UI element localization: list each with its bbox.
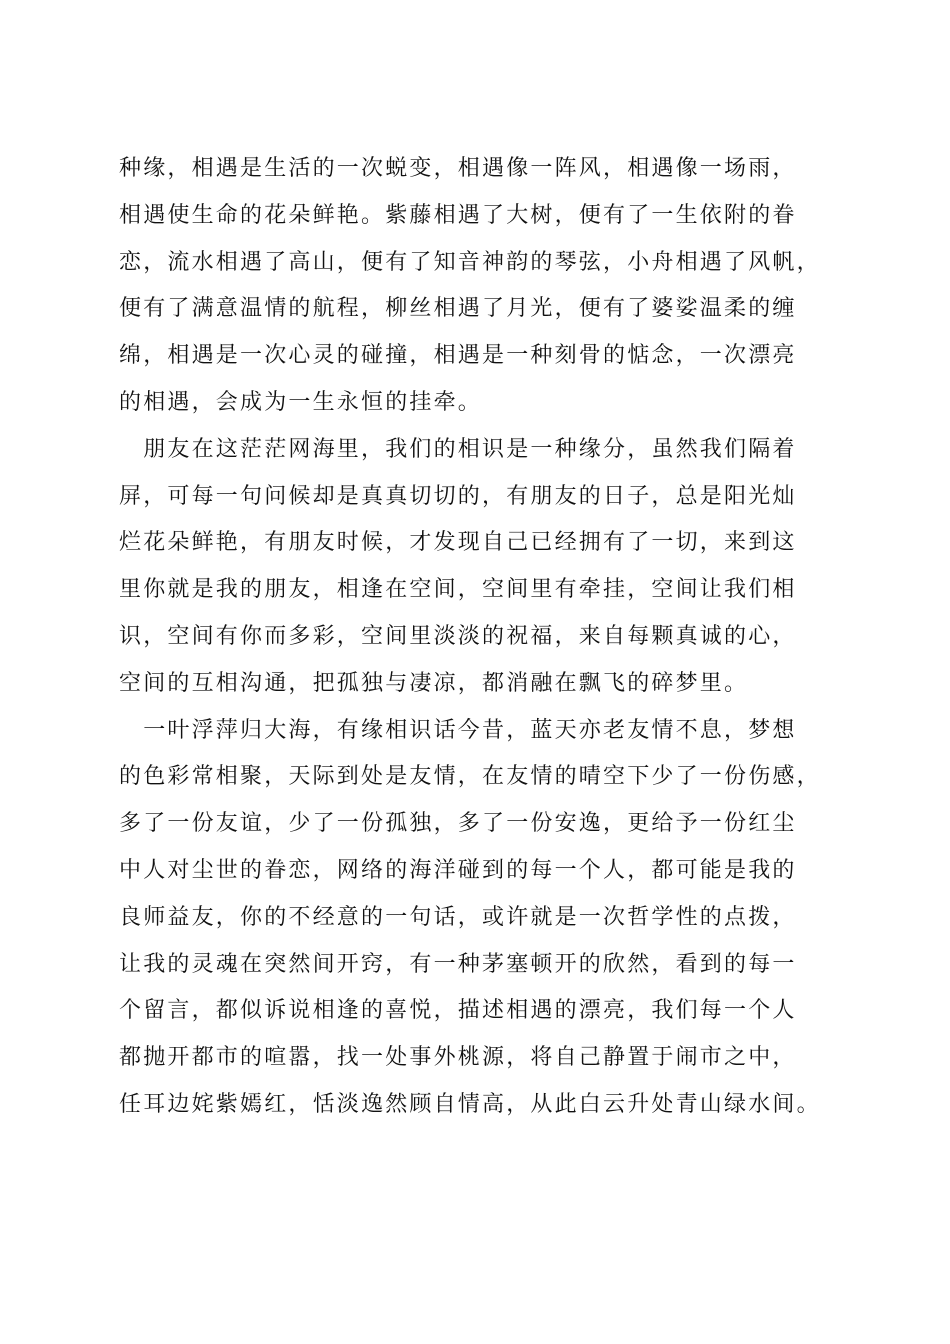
text-line: 恋，流水相遇了高山，便有了知音神韵的琴弦，小舟相遇了风帆， [119,249,821,275]
text-line: 绵，相遇是一次心灵的碰撞，相遇是一种刻骨的惦念，一次漂亮 [119,343,797,369]
text-line: 识，空间有你而多彩，空间里淡淡的祝福，来自每颗真诚的心， [119,623,797,649]
text-line: 空间的互相沟通，把孤独与凄凉，都消融在飘飞的碎梦里。 [119,670,749,696]
text-line: 多了一份友谊，少了一份孤独，多了一份安逸，更给予一份红尘 [119,811,797,837]
text-line: 的相遇，会成为一生永恒的挂牵。 [119,389,483,415]
text-line: 朋友在这茫茫网海里，我们的相识是一种缘分，虽然我们隔着 [119,436,797,462]
text-line: 任耳边姹紫嫣红，恬淡逸然顾自情高，从此白云升处青山绿水间。 [119,1091,821,1117]
text-line: 良师益友，你的不经意的一句话，或许就是一次哲学性的点拨， [119,904,797,930]
text-line: 屏，可每一句问候却是真真切切的，有朋友的日子，总是阳光灿 [119,483,797,509]
document-body [119,146,854,1129]
text-line: 一叶浮萍归大海，有缘相识话今昔，蓝天亦老友情不息，梦想 [119,717,797,743]
text-line: 相遇使生命的花朵鲜艳。紫藤相遇了大树，便有了一生依附的眷 [119,202,797,228]
text-line: 便有了满意温情的航程，柳丝相遇了月光，便有了婆娑温柔的缠 [119,296,797,322]
text-line: 里你就是我的朋友，相逢在空间，空间里有牵挂，空间让我们相 [119,577,797,603]
text-line: 让我的灵魂在突然间开窍，有一种茅塞顿开的欣然，看到的每一 [119,951,797,977]
text-line: 烂花朵鲜艳，有朋友时候，才发现自己已经拥有了一切，来到这 [119,530,797,556]
text-line: 的色彩常相聚，天际到处是友情，在友情的晴空下少了一份伤感， [119,764,821,790]
paragraph [119,146,854,427]
text-line: 种缘，相遇是生活的一次蜕变，相遇像一阵风，相遇像一场雨， [119,156,797,181]
text-line: 个留言，都似诉说相逢的喜悦，描述相遇的漂亮，我们每一个人 [119,998,797,1024]
paragraph [119,427,854,708]
text-line: 中人对尘世的眷恋，网络的海洋碰到的每一个人，都可能是我的 [119,857,797,883]
text-line: 都抛开都市的喧嚣，找一处事外桃源，将自己静置于闹市之中， [119,1045,797,1071]
paragraph [119,708,854,1129]
